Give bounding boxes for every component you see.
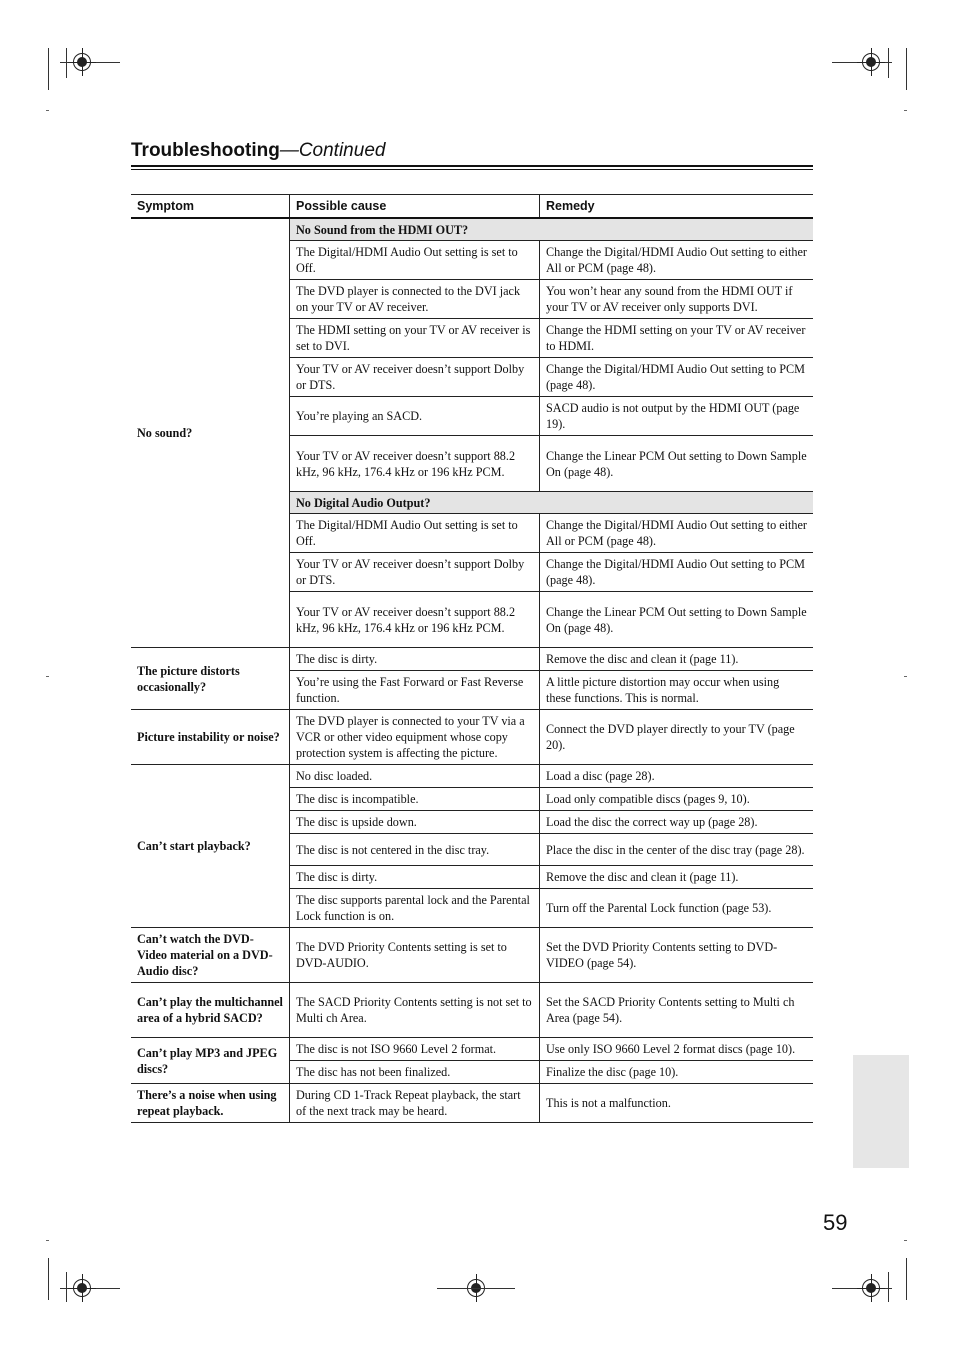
remedy-cell: Change the Digital/HDMI Audio Out setting to PCM (page 48).: [540, 358, 814, 397]
remedy-cell: Connect the DVD player directly to your TV (page 20).: [540, 710, 814, 765]
table-body: [131, 218, 813, 1123]
remedy-cell: Change the HDMI setting on your TV or AV receiver to HDMI.: [540, 319, 814, 358]
cause-cell: The disc is dirty.: [290, 648, 540, 671]
cause-cell: The DVD player is connected to your TV via a VCR or other video equipment whose copy protection system is affecting the picture.: [290, 710, 540, 765]
cause-cell: The disc is upside down.: [290, 811, 540, 834]
remedy-cell: You won’t hear any sound from the HDMI OUT if your TV or AV receiver only supports DVI.: [540, 280, 814, 319]
cause-cell: The SACD Priority Contents setting is not set to Multi ch Area.: [290, 983, 540, 1038]
remedy-cell: Load the disc the correct way up (page 28).: [540, 811, 814, 834]
cause-cell: Your TV or AV receiver doesn’t support Dolby or DTS.: [290, 358, 540, 397]
symptom-cell: Picture instability or noise?: [131, 710, 290, 765]
cause-cell: During CD 1-Track Repeat playback, the start of the next track may be heard.: [290, 1084, 540, 1123]
title-text: Troubleshooting: [131, 140, 280, 161]
page-title: [131, 140, 385, 162]
troubleshooting-table: [131, 194, 813, 1123]
cause-cell: The disc has not been finalized.: [290, 1061, 540, 1084]
remedy-cell: Use only ISO 9660 Level 2 format discs (page 10).: [540, 1038, 814, 1061]
cause-cell: The disc is not ISO 9660 Level 2 format.: [290, 1038, 540, 1061]
cause-cell: You’re playing an SACD.: [290, 397, 540, 436]
remedy-cell: Change the Digital/HDMI Audio Out setting to either All or PCM (page 48).: [540, 514, 814, 553]
remedy-cell: Load only compatible discs (pages 9, 10).: [540, 788, 814, 811]
symptom-cell: Can’t play MP3 and JPEG discs?: [131, 1038, 290, 1084]
column-header-cause: Possible cause: [290, 195, 540, 219]
remedy-cell: Set the DVD Priority Contents setting to DVD-VIDEO (page 54).: [540, 928, 814, 983]
title-rule: [131, 165, 813, 167]
cause-cell: The HDMI setting on your TV or AV receiver is set to DVI.: [290, 319, 540, 358]
cause-cell: No disc loaded.: [290, 765, 540, 788]
section-heading: No Sound from the HDMI OUT?: [290, 218, 814, 241]
remedy-cell: Change the Digital/HDMI Audio Out setting to either All or PCM (page 48).: [540, 241, 814, 280]
table-header-row: [131, 195, 813, 219]
remedy-cell: Finalize the disc (page 10).: [540, 1061, 814, 1084]
cause-cell: The disc is dirty.: [290, 866, 540, 889]
remedy-cell: This is not a malfunction.: [540, 1084, 814, 1123]
column-header-remedy: Remedy: [540, 195, 814, 219]
remedy-cell: Remove the disc and clean it (page 11).: [540, 648, 814, 671]
remedy-cell: Turn off the Parental Lock function (page 53).: [540, 889, 814, 928]
section-heading: No Digital Audio Output?: [290, 492, 814, 514]
title-continued: —Continued: [279, 140, 386, 161]
remedy-cell: SACD audio is not output by the HDMI OUT (page 19).: [540, 397, 814, 436]
remedy-cell: Remove the disc and clean it (page 11).: [540, 866, 814, 889]
section-heading-row: [131, 218, 813, 241]
cause-cell: The Digital/HDMI Audio Out setting is set to Off.: [290, 514, 540, 553]
remedy-cell: Set the SACD Priority Contents setting to Multi ch Area (page 54).: [540, 983, 814, 1038]
remedy-cell: Load a disc (page 28).: [540, 765, 814, 788]
symptom-cell: No sound?: [131, 218, 290, 648]
page-number: 59: [823, 1210, 848, 1235]
cause-cell: The disc is not centered in the disc tray.: [290, 834, 540, 866]
table-row: [131, 1084, 813, 1123]
cause-cell: The disc supports parental lock and the Parental Lock function is on.: [290, 889, 540, 928]
cause-cell: The disc is incompatible.: [290, 788, 540, 811]
section-tab: [853, 1055, 909, 1168]
cause-cell: Your TV or AV receiver doesn’t support 88.2 kHz, 96 kHz, 176.4 kHz or 196 kHz PCM.: [290, 436, 540, 492]
column-header-symptom: Symptom: [131, 195, 290, 219]
cause-cell: The Digital/HDMI Audio Out setting is set to Off.: [290, 241, 540, 280]
cause-cell: Your TV or AV receiver doesn’t support 88.2 kHz, 96 kHz, 176.4 kHz or 196 kHz PCM.: [290, 592, 540, 648]
remedy-cell: Change the Linear PCM Out setting to Down Sample On (page 48).: [540, 592, 814, 648]
table-row: [131, 710, 813, 765]
remedy-cell: A little picture distortion may occur when using these functions. This is normal.: [540, 671, 814, 710]
remedy-cell: Place the disc in the center of the disc tray (page 28).: [540, 834, 814, 866]
symptom-cell: Can’t watch the DVD-Video material on a DVD-Audio disc?: [131, 928, 290, 983]
table-row: [131, 765, 813, 788]
remedy-cell: Change the Digital/HDMI Audio Out setting to PCM (page 48).: [540, 553, 814, 592]
table-row: [131, 928, 813, 983]
cause-cell: You’re using the Fast Forward or Fast Reverse function.: [290, 671, 540, 710]
table-row: [131, 648, 813, 671]
cause-cell: The DVD player is connected to the DVI jack on your TV or AV receiver.: [290, 280, 540, 319]
title-rule-thin: [131, 169, 813, 170]
symptom-cell: There’s a noise when using repeat playback.: [131, 1084, 290, 1123]
symptom-cell: Can’t start playback?: [131, 765, 290, 928]
symptom-cell: The picture distorts occasionally?: [131, 648, 290, 710]
table-row: [131, 983, 813, 1038]
remedy-cell: Change the Linear PCM Out setting to Down Sample On (page 48).: [540, 436, 814, 492]
cause-cell: The DVD Priority Contents setting is set to DVD-AUDIO.: [290, 928, 540, 983]
symptom-cell: Can’t play the multichannel area of a hybrid SACD?: [131, 983, 290, 1038]
cause-cell: Your TV or AV receiver doesn’t support Dolby or DTS.: [290, 553, 540, 592]
table-row: [131, 1038, 813, 1061]
